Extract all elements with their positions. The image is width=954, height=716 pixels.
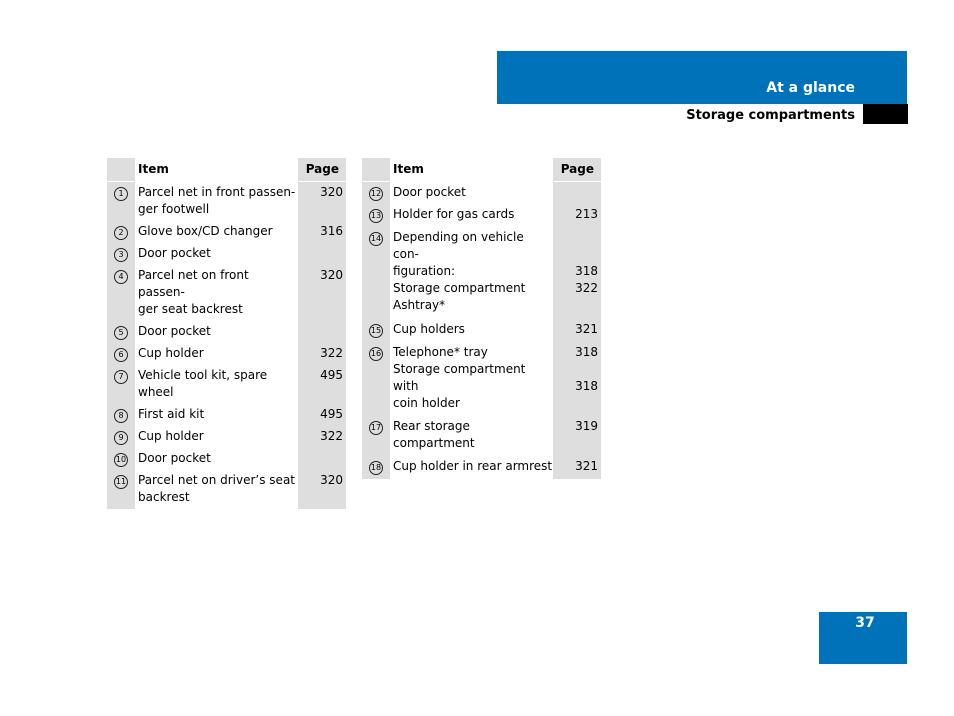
page-reference-cell [553, 181, 601, 204]
section-title: At a glance [766, 80, 855, 96]
page-reference-cell [553, 204, 601, 227]
subsection-title: Storage compartments [686, 108, 855, 123]
section-marker-tab [863, 104, 908, 124]
table-row [362, 342, 601, 417]
item-description-cell [135, 343, 298, 365]
page-reference-cell [553, 456, 601, 479]
item-number-badge: 17 [369, 421, 383, 435]
page-reference-cell [298, 426, 346, 448]
item-description-cell [390, 319, 553, 342]
item-number-badge: 2 [114, 226, 128, 240]
page-reference: 318 [575, 263, 598, 278]
item-number-cell [362, 342, 390, 417]
item-number-badge: 1 [114, 187, 128, 201]
item-number-badge: 7 [114, 370, 128, 384]
item-description-line: coin holder [393, 395, 460, 410]
table-row [107, 181, 346, 221]
page-reference: 213 [575, 207, 598, 222]
item-number-cell [362, 416, 390, 456]
table-row [107, 321, 346, 343]
num-column-header [107, 158, 135, 181]
item-description-line: Parcel net in front passen- [138, 184, 296, 199]
item-number-badge: 13 [369, 209, 383, 223]
item-description-line: Door pocket [138, 323, 211, 338]
item-number-badge: 10 [114, 453, 128, 467]
item-description-line: Vehicle tool kit, spare wheel [138, 367, 268, 399]
item-description-cell [135, 181, 298, 221]
page-reference: 321 [575, 321, 598, 336]
item-number-badge: 8 [114, 409, 128, 423]
item-number-cell [107, 265, 135, 321]
item-number-cell [362, 319, 390, 342]
page-reference: 322 [320, 428, 343, 443]
item-description-cell [135, 265, 298, 321]
item-description-line: Cup holder [138, 428, 204, 443]
item-description-line: Cup holder [138, 345, 204, 360]
item-description-line: Cup holder in rear armrest [393, 459, 553, 474]
item-number-cell [107, 343, 135, 365]
page-reference-cell [298, 343, 346, 365]
table-row [107, 426, 346, 448]
item-description-cell [135, 404, 298, 426]
table-row [362, 204, 601, 227]
page-reference [553, 184, 598, 201]
table-row [362, 416, 601, 456]
page-reference-cell [298, 265, 346, 321]
item-description-line: Storage compartment with [393, 361, 526, 393]
page-number: 37 [855, 615, 875, 631]
item-description-cell [135, 221, 298, 243]
page-reference: 495 [320, 367, 343, 382]
page-column-header: Page [298, 158, 346, 181]
table-row [362, 319, 601, 342]
page-reference: 318 [575, 344, 598, 359]
right-items-table [362, 158, 601, 479]
page-reference-cell [298, 448, 346, 470]
table-row [107, 343, 346, 365]
table-row [107, 470, 346, 509]
page-reference-cell [298, 365, 346, 404]
item-description-line: ger footwell [138, 201, 210, 216]
item-description-line: First aid kit [138, 406, 205, 421]
item-number-cell [362, 456, 390, 479]
page-reference-cell [298, 221, 346, 243]
item-description-line: figuration: [393, 263, 456, 278]
table-row [107, 448, 346, 470]
item-column-header: Item [135, 158, 298, 181]
item-description-line: backrest [138, 489, 190, 504]
page-reference-cell [553, 416, 601, 456]
item-description-line: Holder for gas cards [393, 207, 515, 222]
table-row [107, 243, 346, 265]
page-reference-cell [298, 321, 346, 343]
item-description-cell [135, 448, 298, 470]
page-column-header: Page [553, 158, 601, 181]
page-reference-cell [298, 470, 346, 509]
item-number-badge: 9 [114, 431, 128, 445]
item-description-cell [390, 456, 553, 479]
item-number-badge: 6 [114, 348, 128, 362]
page-number-box [819, 612, 907, 664]
item-number-cell [107, 243, 135, 265]
item-number-badge: 11 [114, 475, 128, 489]
item-description-cell [135, 365, 298, 404]
item-description-line: Glove box/CD changer [138, 223, 273, 238]
item-number-cell [107, 321, 135, 343]
page-reference-cell [553, 319, 601, 342]
item-number-cell [107, 365, 135, 404]
item-description-line: Parcel net on front passen- [138, 267, 249, 299]
table-row [362, 181, 601, 204]
item-description-cell [390, 204, 553, 227]
item-description-line: Cup holders [393, 321, 465, 336]
page-reference: 321 [575, 459, 598, 474]
item-description-cell [390, 416, 553, 456]
item-description-line: Door pocket [393, 184, 466, 199]
item-description-line: Ashtray* [393, 297, 446, 312]
item-number-badge: 3 [114, 248, 128, 262]
item-description-line: Rear storage compartment [393, 419, 475, 451]
page-reference-cell [298, 181, 346, 221]
item-description-cell [135, 470, 298, 509]
item-number-badge: 15 [369, 324, 383, 338]
item-number-badge: 16 [369, 347, 383, 361]
page-reference [553, 246, 598, 263]
page-reference: 495 [320, 406, 343, 421]
header-band [497, 51, 907, 104]
page-reference-cell [553, 342, 601, 417]
item-number-cell [362, 204, 390, 227]
table-row [107, 404, 346, 426]
page-reference: 322 [575, 280, 598, 295]
item-description-line: Door pocket [138, 450, 211, 465]
item-number-cell [107, 426, 135, 448]
item-number-cell [362, 181, 390, 204]
page-reference: 322 [320, 345, 343, 360]
page-reference: 318 [575, 378, 598, 393]
item-column-header: Item [390, 158, 553, 181]
item-number-cell [107, 404, 135, 426]
item-description-line: Storage compartment [393, 280, 526, 295]
item-number-cell [107, 470, 135, 509]
page-reference [298, 450, 343, 467]
page-reference: 320 [320, 184, 343, 199]
left-items-table [107, 158, 346, 509]
item-description-line: Parcel net on driver’s seat [138, 472, 295, 487]
page-reference: 320 [320, 267, 343, 282]
item-number-cell [107, 448, 135, 470]
page-reference: 316 [320, 223, 343, 238]
page-reference: 320 [320, 472, 343, 487]
item-number-cell [362, 227, 390, 319]
item-number-cell [107, 221, 135, 243]
page-reference-cell [298, 404, 346, 426]
page-reference [298, 323, 343, 340]
table-row [362, 456, 601, 479]
page-reference [553, 229, 598, 246]
page-reference: 319 [575, 419, 598, 434]
item-description-line: Telephone* tray [393, 344, 488, 359]
item-number-cell [107, 181, 135, 221]
num-column-header [362, 158, 390, 181]
item-number-badge: 14 [369, 232, 383, 246]
table-row [107, 221, 346, 243]
item-description-line: Depending on vehicle con- [393, 229, 524, 261]
item-number-badge: 18 [369, 461, 383, 475]
page-reference-cell [553, 227, 601, 319]
item-number-badge: 5 [114, 326, 128, 340]
table-row [107, 265, 346, 321]
page-reference-cell [298, 243, 346, 265]
page-reference [553, 361, 598, 378]
item-description-cell [390, 181, 553, 204]
item-description-cell [390, 227, 553, 319]
item-description-line: Door pocket [138, 245, 211, 260]
page-reference [298, 245, 343, 262]
item-description-cell [390, 342, 553, 417]
item-description-cell [135, 243, 298, 265]
table-row [107, 365, 346, 404]
item-number-badge: 12 [369, 187, 383, 201]
table-row [362, 227, 601, 319]
item-description-cell [135, 321, 298, 343]
item-number-badge: 4 [114, 270, 128, 284]
item-description-line: ger seat backrest [138, 301, 243, 316]
item-description-cell [135, 426, 298, 448]
